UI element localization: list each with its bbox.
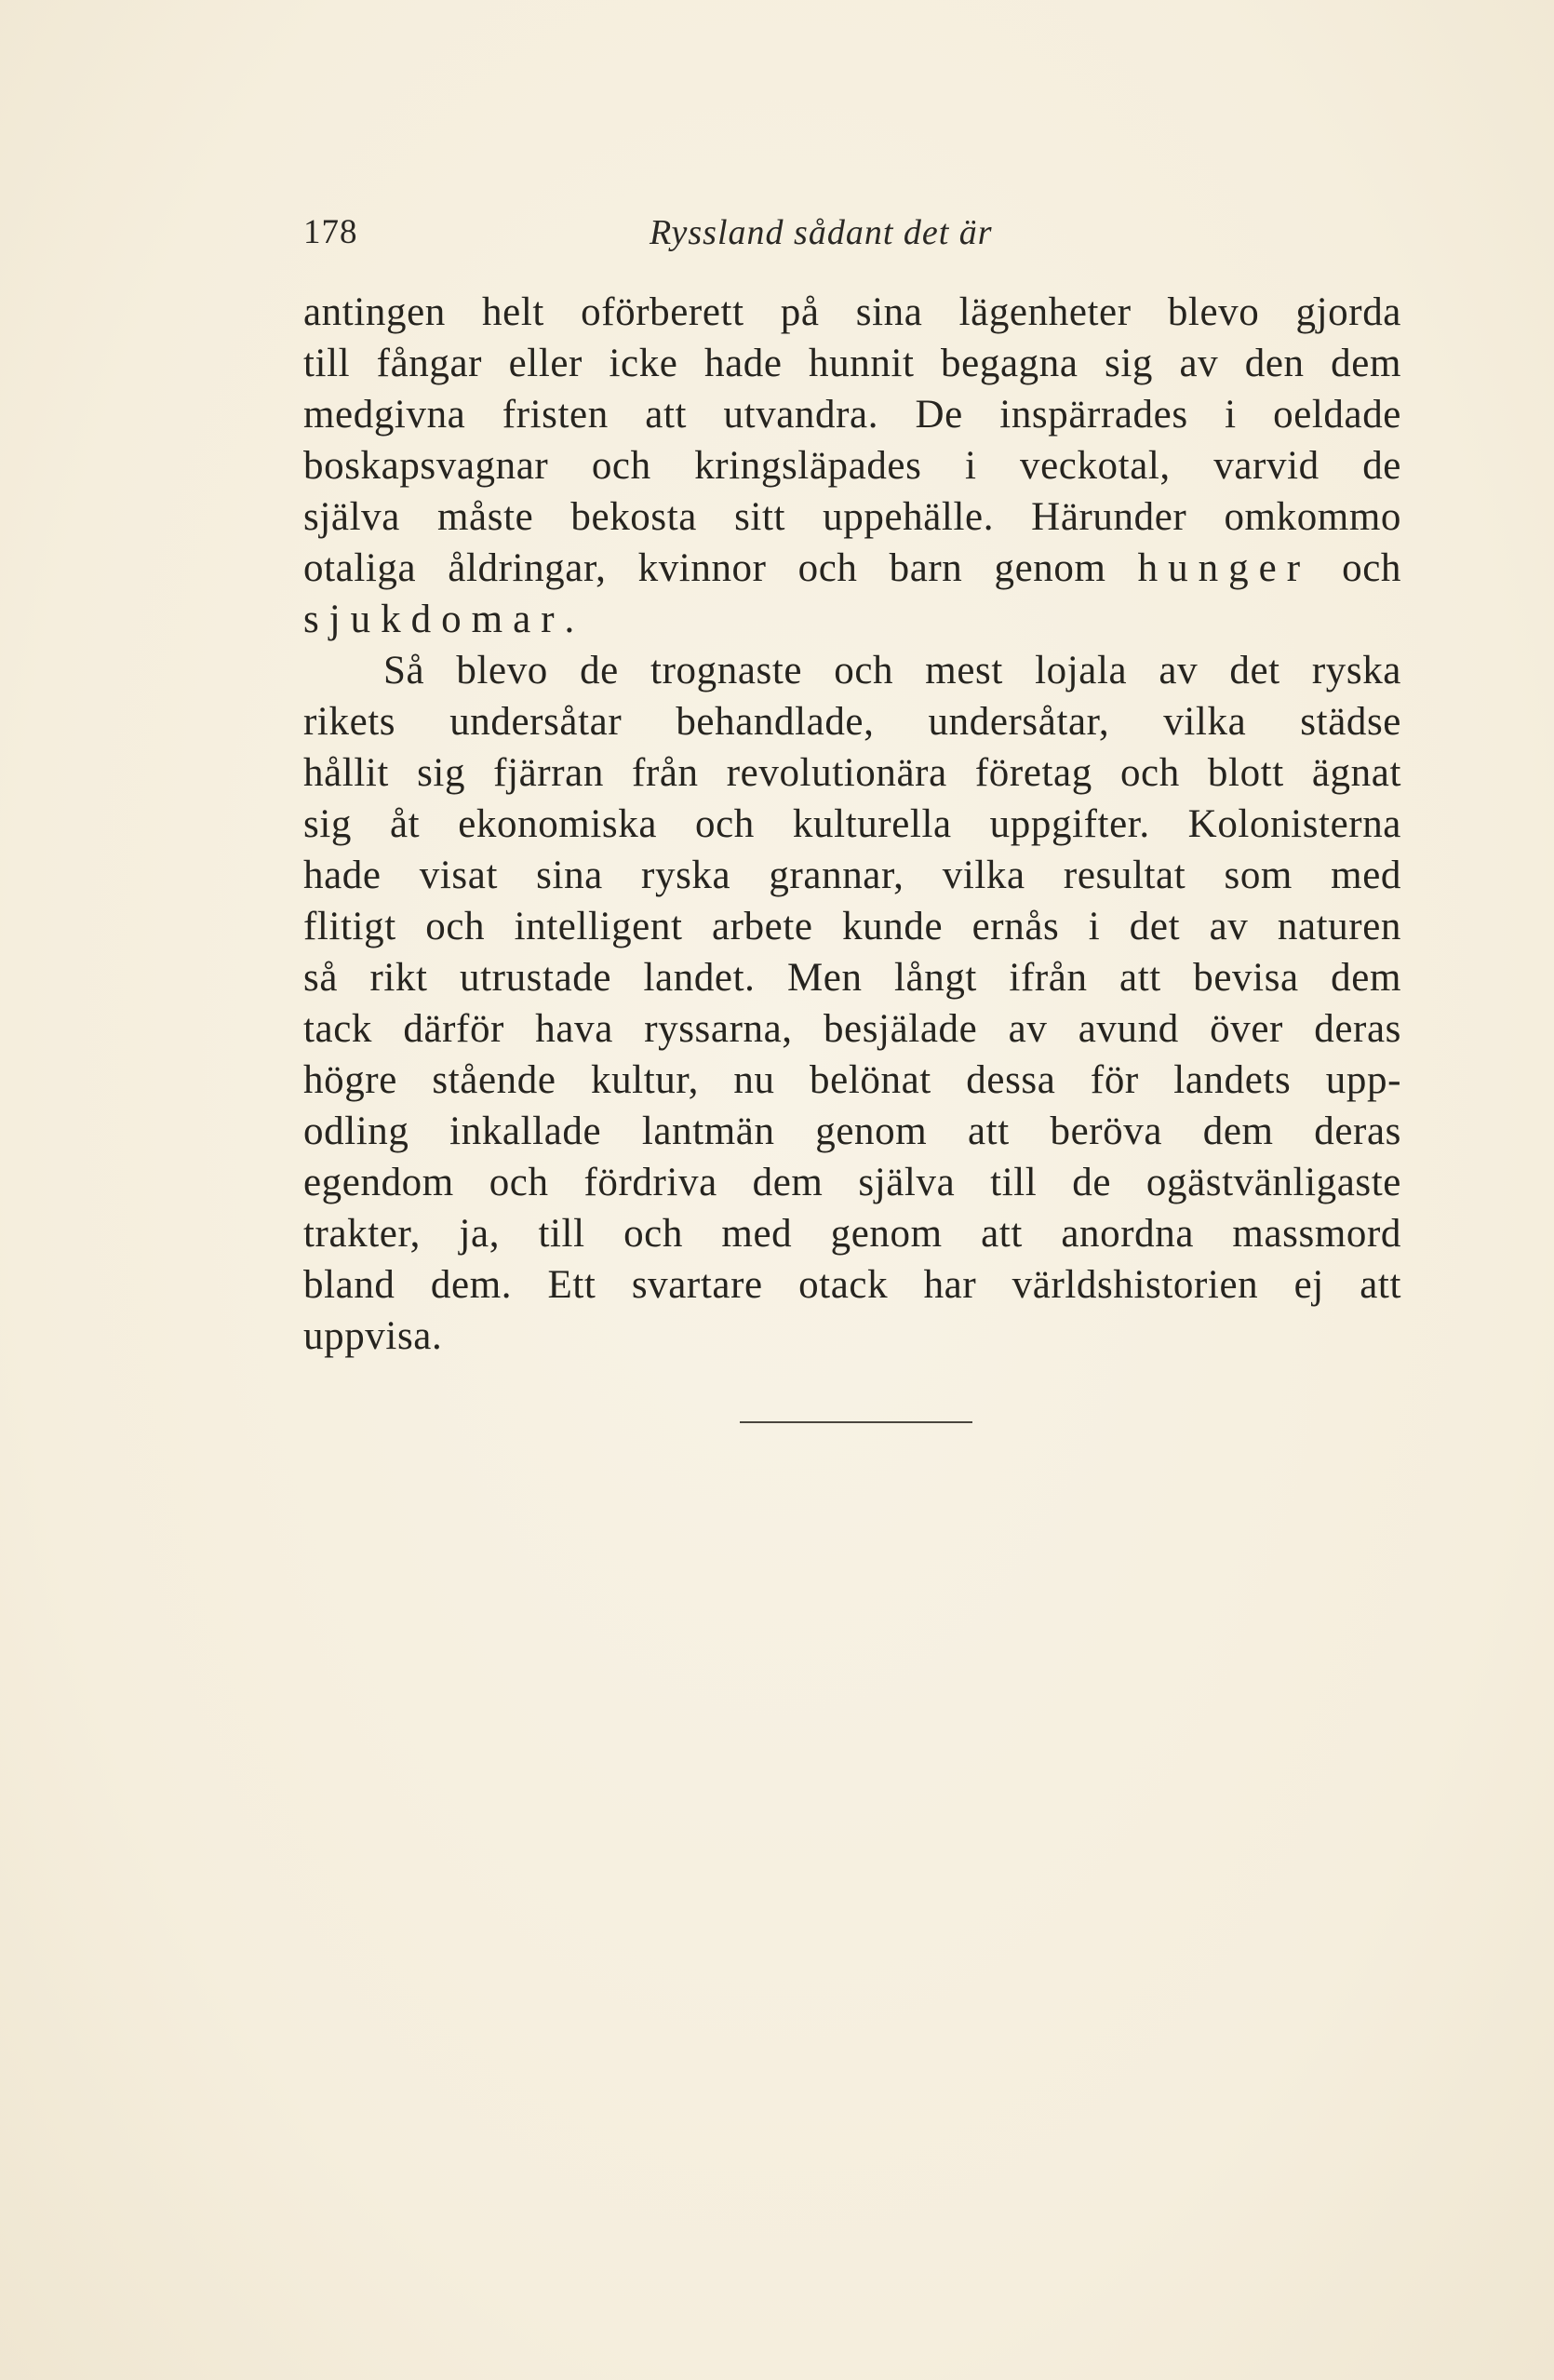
text-line xyxy=(303,543,1401,594)
text-line: så rikt utrustade landet. Men långt ifrån att bevisa dem xyxy=(303,956,1401,1000)
line-segment: . xyxy=(564,598,575,641)
text-line: till fångar eller icke hade hunnit begagna sig av den dem xyxy=(303,342,1401,385)
text-line: hållit sig fjärran från revolutionära företag och blott ägnat xyxy=(303,751,1401,795)
text-line: uppvisa. xyxy=(303,1314,443,1358)
emphasized-word: hunger xyxy=(1137,546,1311,590)
section-end-rule xyxy=(740,1421,972,1423)
paragraph-1 xyxy=(303,287,1401,645)
text-line: tack därför hava ryssarna, besjälade av avund över deras xyxy=(303,1007,1401,1051)
text-line: trakter, ja, till och med genom att anordna massmord xyxy=(303,1212,1401,1256)
text-line: egendom och fördriva dem själva till de ogästvänligaste xyxy=(303,1161,1401,1204)
text-line: medgivna fristen att utvandra. De inspärrades i oeldade xyxy=(303,393,1401,437)
body-text xyxy=(303,287,1401,1362)
text-line: odling inkallade lantmän genom att beröva dem deras xyxy=(303,1109,1401,1153)
text-line: högre stående kultur, nu belönat dessa för landets upp- xyxy=(303,1058,1401,1102)
line-segment: otaliga åldringar, kvinnor och barn genom xyxy=(303,546,1106,590)
emphasized-word: sjukdomar xyxy=(303,598,565,641)
page-number: 178 xyxy=(303,213,358,251)
text-line: rikets undersåtar behandlade, undersåtar, vilka städse xyxy=(303,700,1401,744)
text-line: boskapsvagnar och kringsläpades i veckotal, varvid de xyxy=(303,444,1401,488)
running-title: Ryssland sådant det är xyxy=(650,213,993,252)
text-line: antingen helt oförberett på sina lägenheter blevo gjorda xyxy=(303,290,1401,334)
text-line: själva måste bekosta sitt uppehälle. Härunder omkommo xyxy=(303,495,1401,539)
running-header xyxy=(303,212,1400,268)
text-line: Så blevo de trognaste och mest lojala av det ryska xyxy=(383,649,1401,692)
text-line: sig åt ekonomiska och kulturella uppgifter. Kolonisterna xyxy=(303,802,1401,846)
text-line xyxy=(303,594,1401,645)
text-line: bland dem. Ett svartare otack har världshistorien ej att xyxy=(303,1263,1401,1307)
text-line: hade visat sina ryska grannar, vilka resultat som med xyxy=(303,854,1401,897)
paragraph-2 xyxy=(303,645,1401,1362)
line-segment: och xyxy=(1342,546,1401,590)
text-line: flitigt och intelligent arbete kunde ernås i det av naturen xyxy=(303,905,1401,948)
